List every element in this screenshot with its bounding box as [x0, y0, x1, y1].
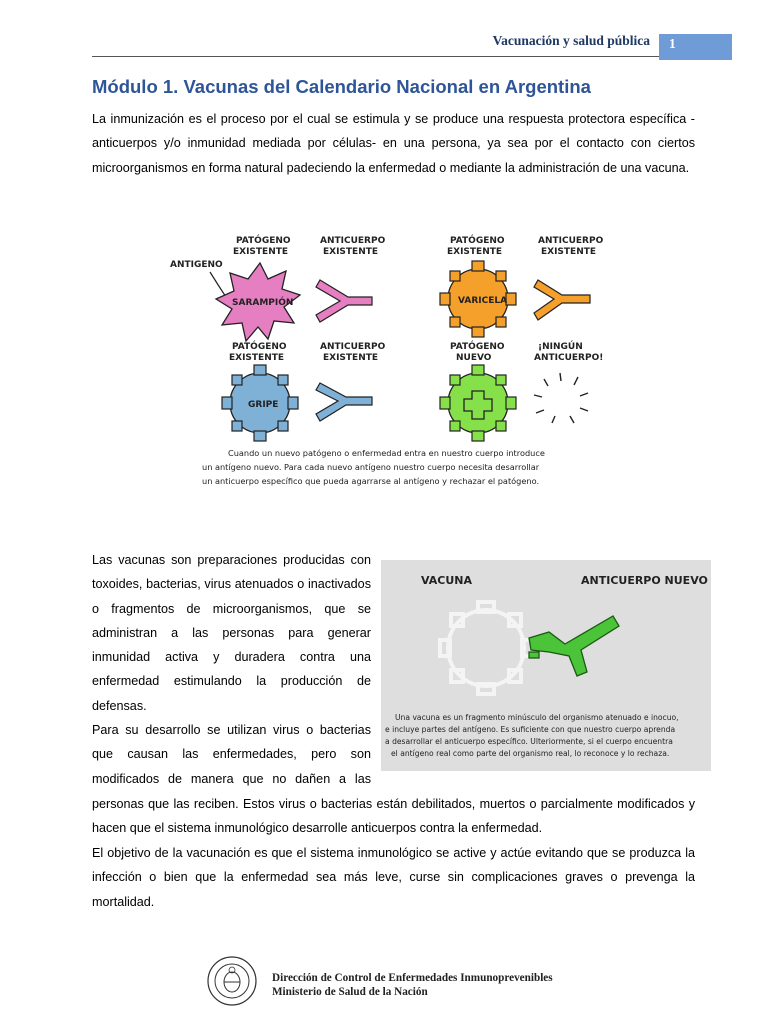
antibody-existing-label-2a: ANTICUERPO: [538, 236, 604, 246]
header-divider: [92, 56, 659, 57]
new-pathogen-icon: [440, 365, 516, 441]
antigen-arrow: [210, 272, 226, 297]
no-antibody-label-b: ANTICUERPO!: [534, 353, 604, 363]
no-antibody-burst-icon: [534, 373, 588, 423]
vaccine-figure: [381, 560, 711, 771]
pathogen-existing-label-2b: EXISTENTE: [447, 247, 503, 257]
antigen-antibody-figure: [160, 225, 615, 500]
pathogen-existing-label-2a: PATÓGENO: [450, 236, 505, 246]
figure2-caption-line2: e incluye partes del antígeno. Es suficiente con que nuestro cuerpo aprenda: [385, 725, 676, 734]
pathogen-existing-label-1b: EXISTENTE: [233, 247, 289, 257]
antibody-blue-icon: [316, 383, 372, 421]
vaccine-label: VACUNA: [421, 574, 473, 587]
antibody-existing-label-3a: ANTICUERPO: [320, 342, 386, 352]
antibody-pink-icon: [316, 280, 372, 322]
figure1-caption-line2: un antígeno nuevo. Para cada nuevo antígeno nuestro cuerpo necesita desarrollar: [202, 462, 540, 472]
module-title: Módulo 1. Vacunas del Calendario Nacional en Argentina: [92, 76, 591, 97]
figure2-caption-line3: a desarrollar el anticuerpo específico. Ulteriormente, si el cuerpo encuentra: [385, 737, 673, 746]
pathogen-existing-label-3b: EXISTENTE: [229, 353, 285, 363]
footer-line1: Dirección de Control de Enfermedades Inmunoprevenibles: [272, 972, 553, 984]
objective-paragraph: El objetivo de la vacunación es que el sistema inmunológico se active y actúe evitando que se produzca la infección o bien que la enfermedad sea más leve, curse sin complicaciones graves o prevenga la mortalidad.: [92, 846, 695, 909]
pathogen-existing-label-3a: PATÓGENO: [232, 342, 287, 352]
antigen-label: ANTIGENO: [170, 260, 223, 270]
footer-text: [272, 971, 553, 999]
no-antibody-label-a: ¡NINGÚN: [538, 342, 583, 352]
antibody-existing-label-1a: ANTICUERPO: [320, 236, 386, 246]
vaccines-definition-paragraph: Las vacunas son preparaciones producidas con toxoides, bacterias, virus atenuados o inactivados o fragmentos de microorganismos, que se administran a las personas para generar inmunidad activa y duradera contra una enfermedad estimulando la producción de defensas.: [92, 553, 371, 713]
antibody-existing-label-2b: EXISTENTE: [541, 247, 597, 257]
intro-paragraph: La inmunización es el proceso por el cual se estimula y se produce una respuesta protectora específica - anticuerpos y/o inmunidad mediada por células- en una persona, ya sea por el contacto con ciertos microorganismos en forma natural padeciendo la enfermedad o mediante la administración de una vacuna.: [92, 112, 695, 175]
pathogen-new-label-a: PATÓGENO: [450, 342, 505, 352]
footer-line2: Ministerio de Salud de la Nación: [272, 986, 428, 998]
new-antibody-label: ANTICUERPO NUEVO: [581, 574, 708, 587]
antibody-orange-icon: [534, 280, 590, 320]
header-title: Vacunación y salud pública: [492, 33, 650, 48]
varicela-label: VARICELA: [458, 296, 508, 306]
pathogen-existing-label-1a: PATÓGENO: [236, 236, 291, 246]
figure1-caption-line3: un anticuerpo específico que pueda agarrarse al antígeno y rechazar el patógeno.: [202, 476, 540, 486]
page-number: 1: [659, 34, 732, 60]
pathogen-new-label-b: NUEVO: [456, 353, 492, 363]
development-paragraph-start: Para su desarrollo se utilizan virus o bacterias que causan las enfermedades, pero son modificados de manera que no dañen a las: [92, 723, 371, 786]
development-paragraph-end: personas que las reciben. Estos virus o bacterias están debilitados, muertos o parcialmente modificados y hacen que el sistema inmunológico desarrolle anticuerpos contra la enfermedad.: [92, 797, 695, 836]
antibody-existing-label-1b: EXISTENTE: [323, 247, 379, 257]
wrapped-text-block: [92, 548, 371, 791]
figure2-caption-line1: Una vacuna es un fragmento minúsculo del organismo atenuado e inocuo,: [395, 713, 679, 722]
figure1-caption-line1: Cuando un nuevo patógeno o enfermedad entra en nuestro cuerpo introduce: [228, 448, 545, 458]
figure2-caption-line4: el antígeno real como parte del organismo real, lo reconoce y lo rechaza.: [391, 749, 670, 758]
gripe-label: GRIPE: [248, 400, 279, 410]
antibody-existing-label-3b: EXISTENTE: [323, 353, 379, 363]
sarampion-label: SARAMPIÓN: [232, 298, 294, 308]
faded-pathogen-icon: [440, 602, 532, 694]
vaccine-antibody-icon: [529, 616, 619, 676]
ministry-seal-icon: [206, 955, 258, 1007]
